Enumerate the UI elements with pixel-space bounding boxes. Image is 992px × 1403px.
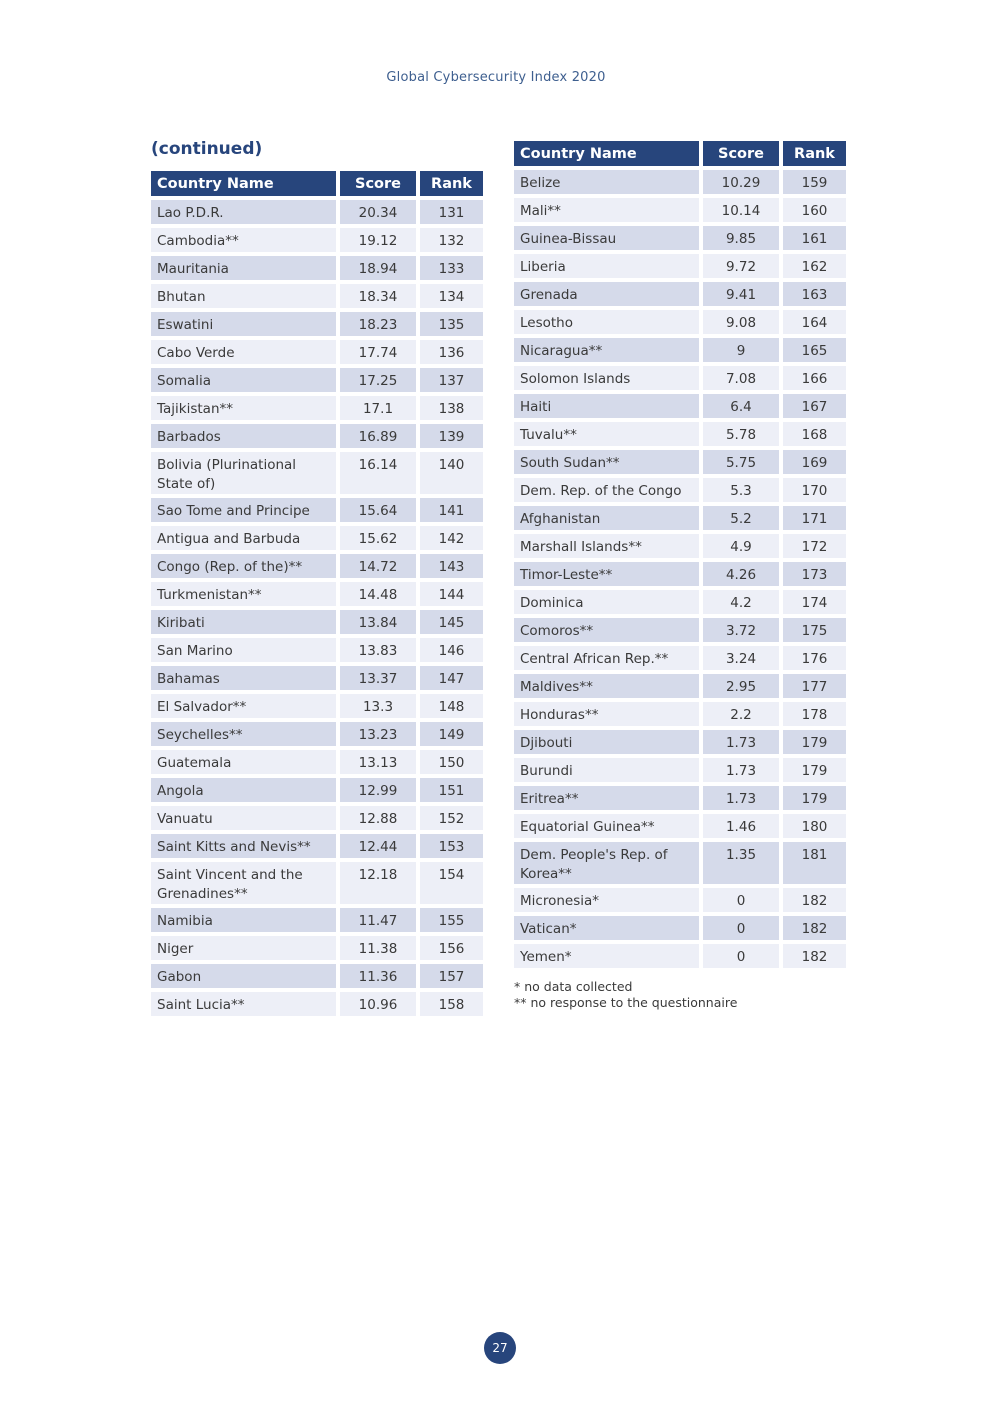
score-cell: 14.48 (340, 582, 416, 606)
table-row (514, 394, 846, 418)
rank-cell: 163 (783, 282, 846, 306)
table-row (514, 758, 846, 782)
country-cell: Burundi (514, 758, 699, 782)
table-row (151, 610, 483, 634)
country-cell: Comoros** (514, 618, 699, 642)
country-cell: Lao P.D.R. (151, 200, 336, 224)
column-header-country: Country Name (151, 171, 336, 196)
country-cell: Eritrea** (514, 786, 699, 810)
score-cell: 4.9 (703, 534, 779, 558)
rank-cell: 156 (420, 936, 483, 960)
table-row (514, 786, 846, 810)
country-cell: Dominica (514, 590, 699, 614)
score-cell: 11.47 (340, 908, 416, 932)
table-row (514, 814, 846, 838)
column-header-score: Score (703, 141, 779, 166)
rank-cell: 171 (783, 506, 846, 530)
rank-cell: 160 (783, 198, 846, 222)
table-row (151, 722, 483, 746)
table-row (514, 842, 846, 884)
table-row (514, 310, 846, 334)
rank-cell: 139 (420, 424, 483, 448)
rank-cell: 135 (420, 312, 483, 336)
table-row (514, 702, 846, 726)
table-row (151, 312, 483, 336)
score-cell: 11.36 (340, 964, 416, 988)
score-cell: 4.26 (703, 562, 779, 586)
score-cell: 18.34 (340, 284, 416, 308)
rank-cell: 133 (420, 256, 483, 280)
score-cell: 4.2 (703, 590, 779, 614)
rank-cell: 165 (783, 338, 846, 362)
table-row (514, 422, 846, 446)
table-row (514, 646, 846, 670)
table-row (151, 638, 483, 662)
score-cell: 10.14 (703, 198, 779, 222)
table-row (514, 478, 846, 502)
score-cell: 5.2 (703, 506, 779, 530)
country-cell: Dem. Rep. of the Congo (514, 478, 699, 502)
table-row (151, 396, 483, 420)
column-header-score: Score (340, 171, 416, 196)
country-cell: Honduras** (514, 702, 699, 726)
country-cell: Turkmenistan** (151, 582, 336, 606)
table-row (151, 368, 483, 392)
country-cell: Tuvalu** (514, 422, 699, 446)
country-cell: Somalia (151, 368, 336, 392)
country-cell: Guinea-Bissau (514, 226, 699, 250)
table-row (151, 200, 483, 224)
left-ranking-table (147, 167, 487, 1020)
score-cell: 16.14 (340, 452, 416, 494)
rank-cell: 169 (783, 450, 846, 474)
country-cell: Marshall Islands** (514, 534, 699, 558)
rank-cell: 154 (420, 862, 483, 904)
score-cell: 13.13 (340, 750, 416, 774)
country-cell: El Salvador** (151, 694, 336, 718)
country-cell: Solomon Islands (514, 366, 699, 390)
table-row (514, 562, 846, 586)
rank-cell: 141 (420, 498, 483, 522)
rank-cell: 153 (420, 834, 483, 858)
country-cell: Lesotho (514, 310, 699, 334)
rank-cell: 155 (420, 908, 483, 932)
rank-cell: 164 (783, 310, 846, 334)
country-cell: Cambodia** (151, 228, 336, 252)
score-cell: 9.72 (703, 254, 779, 278)
country-cell: Saint Kitts and Nevis** (151, 834, 336, 858)
table-row (151, 582, 483, 606)
score-cell: 16.89 (340, 424, 416, 448)
rank-cell: 167 (783, 394, 846, 418)
rank-cell: 162 (783, 254, 846, 278)
score-cell: 1.46 (703, 814, 779, 838)
rank-cell: 166 (783, 366, 846, 390)
rank-cell: 179 (783, 786, 846, 810)
rank-cell: 144 (420, 582, 483, 606)
rank-cell: 168 (783, 422, 846, 446)
rank-cell: 182 (783, 916, 846, 940)
country-cell: Micronesia* (514, 888, 699, 912)
rank-cell: 136 (420, 340, 483, 364)
country-cell: Seychelles** (151, 722, 336, 746)
table-row (151, 666, 483, 690)
score-cell: 17.1 (340, 396, 416, 420)
score-cell: 9.85 (703, 226, 779, 250)
country-cell: Maldives** (514, 674, 699, 698)
rank-cell: 146 (420, 638, 483, 662)
country-cell: Niger (151, 936, 336, 960)
column-header-rank: Rank (420, 171, 483, 196)
rank-cell: 161 (783, 226, 846, 250)
table-row (514, 618, 846, 642)
score-cell: 3.72 (703, 618, 779, 642)
country-cell: Bhutan (151, 284, 336, 308)
score-cell: 12.99 (340, 778, 416, 802)
country-cell: Nicaragua** (514, 338, 699, 362)
table-row (514, 282, 846, 306)
country-cell: Equatorial Guinea** (514, 814, 699, 838)
score-cell: 1.73 (703, 758, 779, 782)
rank-cell: 182 (783, 944, 846, 968)
country-cell: Guatemala (151, 750, 336, 774)
rank-cell: 132 (420, 228, 483, 252)
table-row (151, 992, 483, 1016)
score-cell: 13.23 (340, 722, 416, 746)
score-cell: 13.83 (340, 638, 416, 662)
country-cell: Djibouti (514, 730, 699, 754)
rank-cell: 159 (783, 170, 846, 194)
score-cell: 9.08 (703, 310, 779, 334)
table-row (151, 964, 483, 988)
score-cell: 13.84 (340, 610, 416, 634)
rank-cell: 176 (783, 646, 846, 670)
table-row (514, 366, 846, 390)
score-cell: 17.25 (340, 368, 416, 392)
score-cell: 3.24 (703, 646, 779, 670)
score-cell: 15.64 (340, 498, 416, 522)
score-cell: 18.94 (340, 256, 416, 280)
table-row (151, 340, 483, 364)
table-row (151, 526, 483, 550)
country-cell: Liberia (514, 254, 699, 278)
country-cell: Sao Tome and Principe (151, 498, 336, 522)
score-cell: 1.73 (703, 786, 779, 810)
page-header-title: Global Cybersecurity Index 2020 (386, 70, 606, 85)
table-row (514, 506, 846, 530)
rank-cell: 174 (783, 590, 846, 614)
table-row (151, 424, 483, 448)
rank-cell: 149 (420, 722, 483, 746)
table-row (514, 170, 846, 194)
country-cell: Namibia (151, 908, 336, 932)
rank-cell: 131 (420, 200, 483, 224)
country-cell: Angola (151, 778, 336, 802)
score-cell: 15.62 (340, 526, 416, 550)
rank-cell: 178 (783, 702, 846, 726)
score-cell: 10.96 (340, 992, 416, 1016)
country-cell: Dem. People's Rep. of Korea** (514, 842, 699, 884)
country-cell: Belize (514, 170, 699, 194)
right-ranking-table (510, 137, 850, 972)
table-row (151, 908, 483, 932)
score-cell: 0 (703, 944, 779, 968)
rank-cell: 175 (783, 618, 846, 642)
rank-cell: 179 (783, 758, 846, 782)
table-row (151, 228, 483, 252)
footnote-no-data: * no data collected (514, 979, 633, 994)
score-cell: 2.95 (703, 674, 779, 698)
country-cell: Timor-Leste** (514, 562, 699, 586)
country-cell: Yemen* (514, 944, 699, 968)
rank-cell: 148 (420, 694, 483, 718)
rank-cell: 173 (783, 562, 846, 586)
country-cell: Vatican* (514, 916, 699, 940)
rank-cell: 158 (420, 992, 483, 1016)
score-cell: 5.75 (703, 450, 779, 474)
country-cell: Congo (Rep. of the)** (151, 554, 336, 578)
rank-cell: 180 (783, 814, 846, 838)
country-cell: Bahamas (151, 666, 336, 690)
rank-cell: 157 (420, 964, 483, 988)
country-cell: Central African Rep.** (514, 646, 699, 670)
rank-cell: 147 (420, 666, 483, 690)
score-cell: 10.29 (703, 170, 779, 194)
table-row (514, 590, 846, 614)
score-cell: 1.35 (703, 842, 779, 884)
score-cell: 12.44 (340, 834, 416, 858)
rank-cell: 182 (783, 888, 846, 912)
rank-cell: 137 (420, 368, 483, 392)
rank-cell: 143 (420, 554, 483, 578)
score-cell: 0 (703, 888, 779, 912)
table-row (151, 778, 483, 802)
country-cell: Vanuatu (151, 806, 336, 830)
rank-cell: 142 (420, 526, 483, 550)
table-row (151, 806, 483, 830)
score-cell: 13.37 (340, 666, 416, 690)
page-number-badge: 27 (484, 1332, 516, 1364)
country-cell: San Marino (151, 638, 336, 662)
table-row (514, 226, 846, 250)
score-cell: 9 (703, 338, 779, 362)
score-cell: 9.41 (703, 282, 779, 306)
country-cell: Afghanistan (514, 506, 699, 530)
column-header-rank: Rank (783, 141, 846, 166)
table-row (514, 888, 846, 912)
country-cell: Kiribati (151, 610, 336, 634)
table-row (514, 450, 846, 474)
table-header-row (151, 171, 483, 196)
table-row (151, 284, 483, 308)
table-row (151, 498, 483, 522)
column-header-country: Country Name (514, 141, 699, 166)
score-cell: 14.72 (340, 554, 416, 578)
table-row (151, 452, 483, 494)
country-cell: Haiti (514, 394, 699, 418)
country-cell: Bolivia (Plurinational State of) (151, 452, 336, 494)
country-cell: Mali** (514, 198, 699, 222)
table-row (151, 862, 483, 904)
table-row (514, 916, 846, 940)
score-cell: 19.12 (340, 228, 416, 252)
score-cell: 5.78 (703, 422, 779, 446)
rank-cell: 134 (420, 284, 483, 308)
country-cell: Barbados (151, 424, 336, 448)
score-cell: 2.2 (703, 702, 779, 726)
score-cell: 12.18 (340, 862, 416, 904)
table-row (151, 554, 483, 578)
score-cell: 20.34 (340, 200, 416, 224)
table-row (151, 750, 483, 774)
country-cell: South Sudan** (514, 450, 699, 474)
score-cell: 5.3 (703, 478, 779, 502)
rank-cell: 138 (420, 396, 483, 420)
score-cell: 1.73 (703, 730, 779, 754)
footnote-no-response: ** no response to the questionnaire (514, 995, 738, 1010)
score-cell: 11.38 (340, 936, 416, 960)
rank-cell: 170 (783, 478, 846, 502)
rank-cell: 179 (783, 730, 846, 754)
table-row (514, 534, 846, 558)
table-row (151, 694, 483, 718)
country-cell: Antigua and Barbuda (151, 526, 336, 550)
country-cell: Gabon (151, 964, 336, 988)
rank-cell: 152 (420, 806, 483, 830)
country-cell: Grenada (514, 282, 699, 306)
score-cell: 7.08 (703, 366, 779, 390)
table-row (514, 338, 846, 362)
rank-cell: 145 (420, 610, 483, 634)
table-row (514, 198, 846, 222)
score-cell: 6.4 (703, 394, 779, 418)
rank-cell: 140 (420, 452, 483, 494)
score-cell: 13.3 (340, 694, 416, 718)
table-row (514, 254, 846, 278)
rank-cell: 172 (783, 534, 846, 558)
rank-cell: 151 (420, 778, 483, 802)
table-row (151, 256, 483, 280)
country-cell: Mauritania (151, 256, 336, 280)
score-cell: 17.74 (340, 340, 416, 364)
table-row (514, 730, 846, 754)
score-cell: 18.23 (340, 312, 416, 336)
rank-cell: 181 (783, 842, 846, 884)
footnotes (514, 979, 737, 1011)
table-row (514, 674, 846, 698)
table-row (151, 936, 483, 960)
country-cell: Eswatini (151, 312, 336, 336)
country-cell: Saint Lucia** (151, 992, 336, 1016)
score-cell: 12.88 (340, 806, 416, 830)
table-row (151, 834, 483, 858)
country-cell: Cabo Verde (151, 340, 336, 364)
rank-cell: 177 (783, 674, 846, 698)
continued-heading: (continued) (151, 139, 263, 159)
table-row (514, 944, 846, 968)
rank-cell: 150 (420, 750, 483, 774)
score-cell: 0 (703, 916, 779, 940)
country-cell: Tajikistan** (151, 396, 336, 420)
table-header-row (514, 141, 846, 166)
country-cell: Saint Vincent and the Grenadines** (151, 862, 336, 904)
